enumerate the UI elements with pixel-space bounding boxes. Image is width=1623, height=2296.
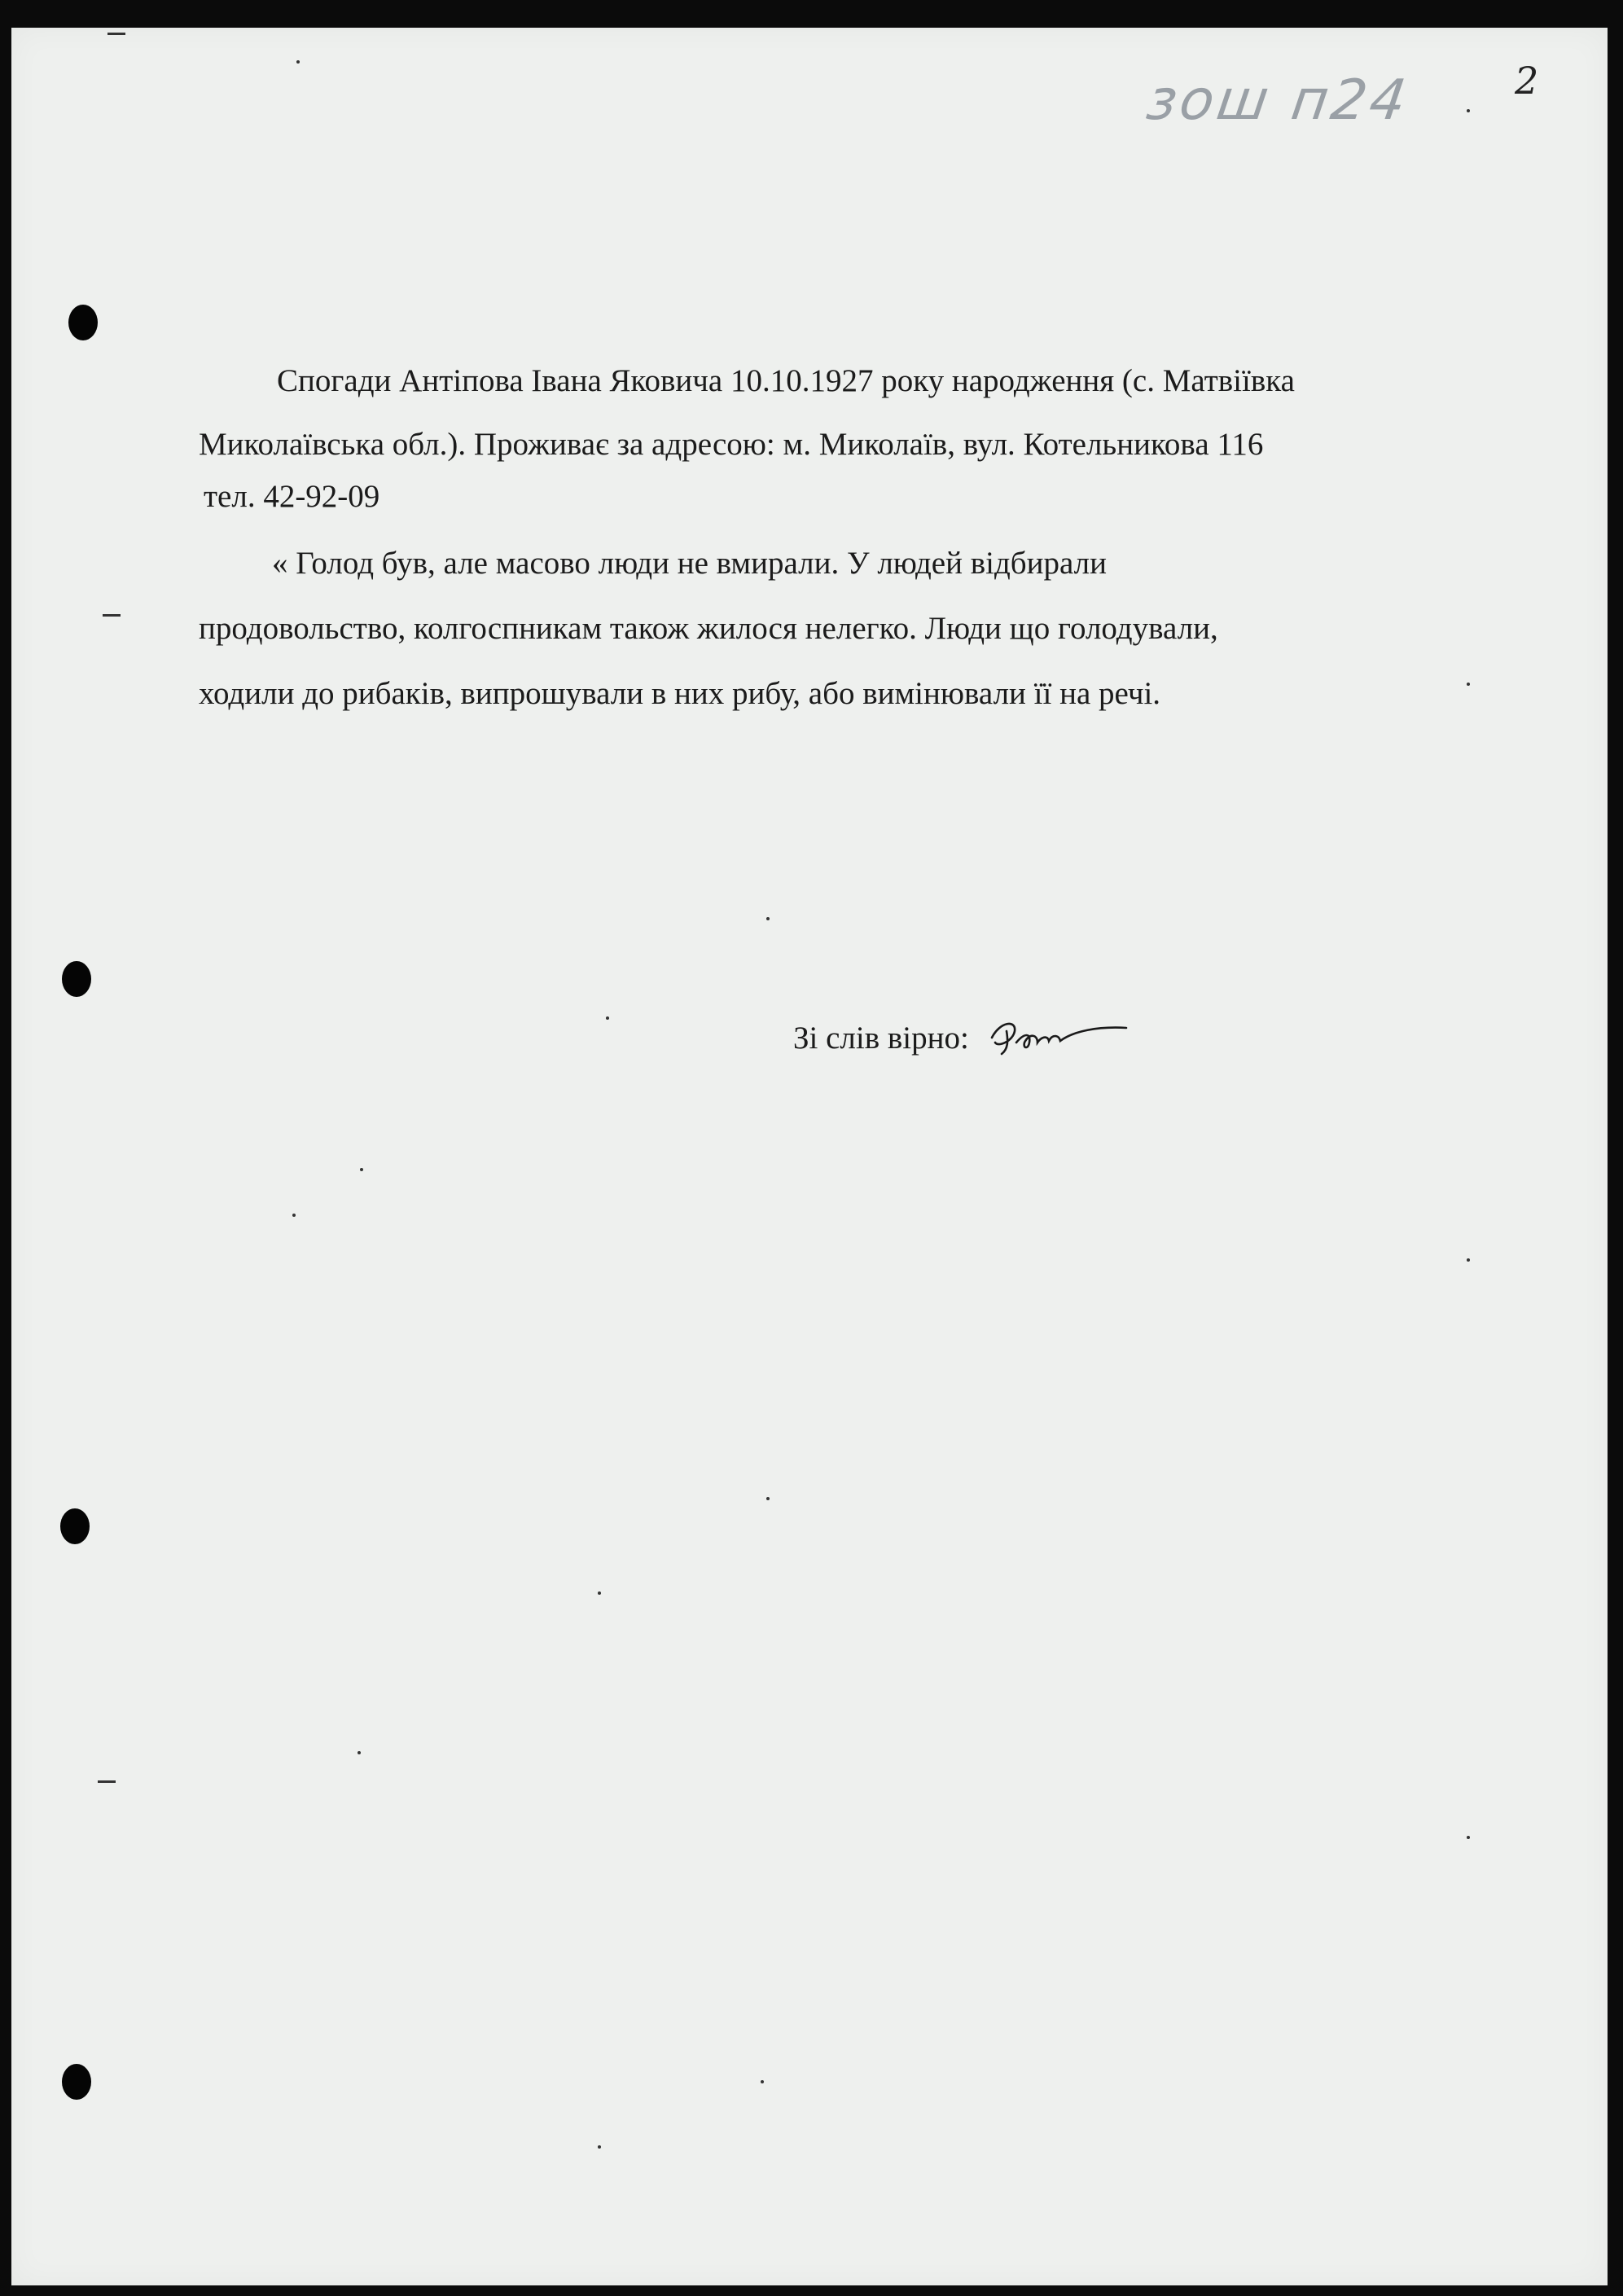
speck xyxy=(598,2145,601,2149)
intro-line: Миколаївська обл.). Проживає за адресою: м. Миколаїв, вул. Котельникова 116 xyxy=(199,427,1264,462)
margin-mark xyxy=(98,1780,116,1783)
speck xyxy=(357,1751,361,1754)
speck xyxy=(766,917,770,920)
certification-label: Зі слів вірно: xyxy=(793,1020,969,1056)
page-number: 2 xyxy=(1515,59,1539,103)
archive-code: зош п24 xyxy=(1143,68,1414,133)
certification xyxy=(793,1013,1130,1062)
punch-hole xyxy=(62,961,91,997)
quote-line: продовольство, колгоспникам також жилося нелегко. Люди що голодували, xyxy=(199,611,1218,646)
speck xyxy=(598,1591,601,1595)
speck xyxy=(1467,109,1470,112)
speck xyxy=(360,1168,363,1171)
margin-mark xyxy=(107,33,125,35)
punch-hole xyxy=(60,1508,90,1544)
speck xyxy=(1467,1836,1470,1839)
quote-line: « Голод був, але масово люди не вмирали. У людей відбирали xyxy=(272,546,1108,581)
document-page xyxy=(11,28,1608,2285)
speck xyxy=(766,1497,770,1500)
punch-hole xyxy=(68,305,98,340)
margin-mark xyxy=(103,614,121,617)
handwritten-signature xyxy=(984,1013,1130,1062)
speck xyxy=(292,1214,296,1217)
speck xyxy=(1467,1258,1470,1262)
quote-line: ходили до рибаків, випрошували в них рибу, або вимінювали її на речі. xyxy=(199,676,1161,711)
speck xyxy=(296,60,300,64)
intro-phone-line: тел. 42-92-09 xyxy=(204,479,380,514)
punch-hole xyxy=(62,2064,91,2100)
intro-line: Спогади Антіпова Івана Яковича 10.10.1927 року народження (с. Матвіївка xyxy=(277,363,1295,398)
speck xyxy=(606,1016,609,1020)
speck xyxy=(761,2080,764,2083)
memoir-text xyxy=(199,358,1534,718)
